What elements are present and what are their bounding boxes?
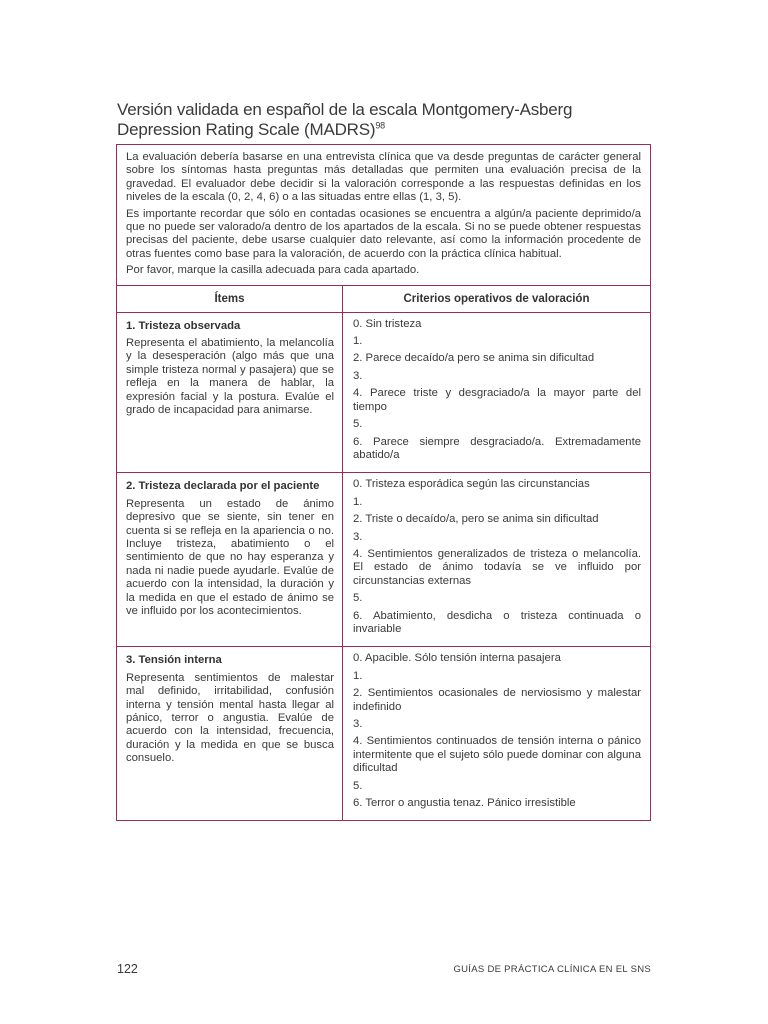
criteria-cell — [343, 647, 651, 821]
header-items: Ítems — [117, 286, 343, 313]
criterion-1[interactable]: 1. — [353, 669, 363, 682]
criteria-cell — [343, 473, 651, 647]
item-description: Representa sentimientos de malestar mal definido, irritabilidad, confusión interna y tensión mental hasta llegar al pánico, terror o angustia. Evalúe de acuerdo con la intensidad, frecuencia, duración y la medida en que se busca consuelo. — [126, 671, 334, 765]
item-title: 3. Tensión interna — [126, 654, 222, 667]
running-footer: GUÍAS DE PRÁCTICA CLÍNICA EN EL SNS — [453, 964, 651, 975]
criterion-5[interactable]: 5. — [353, 418, 363, 431]
madrs-scale-frame — [116, 144, 651, 821]
item-title: 1. Tristeza observada — [126, 319, 241, 332]
criterion-4[interactable]: 4. Sentimientos generalizados de tristeza o melancolía. El estado de ánimo todavía se ve influido por circunstancias externas — [353, 547, 641, 587]
item-cell — [117, 647, 343, 821]
criterion-0[interactable]: 0. Tristeza esporádica según las circunstancias — [353, 478, 590, 491]
criterion-4[interactable]: 4. Parece triste y desgraciado/a la mayor parte del tiempo — [353, 387, 641, 413]
criterion-3[interactable]: 3. — [353, 369, 363, 382]
instructions-paragraph-3: Por favor, marque la casilla adecuada para cada apartado. — [126, 264, 420, 277]
criterion-3[interactable]: 3. — [353, 718, 363, 730]
criterion-1[interactable]: 1. — [353, 495, 363, 508]
item-cell — [117, 312, 343, 473]
criterion-6[interactable]: 6. Parece siempre desgraciado/a. Extremadamente abatido/a — [353, 435, 641, 461]
document-title-text: Versión validada en español de la escala Montgomery-Asberg Depression Rating Scale (MADRS) — [117, 100, 573, 139]
page-number: 122 — [117, 962, 138, 976]
criterion-2[interactable]: 2. Triste o decaído/a, pero se anima sin dificultad — [353, 513, 599, 526]
criterion-6[interactable]: 6. Terror o angustia tenaz. Pánico irresistible — [353, 797, 576, 810]
item-title: 2. Tristeza declarada por el paciente — [126, 480, 320, 493]
table-row — [117, 473, 650, 647]
criterion-2[interactable]: 2. Sentimientos ocasionales de nerviosismo y malestar indefinido — [353, 687, 641, 713]
instructions-paragraph-1: La evaluación debería basarse en una entrevista clínica que va desde preguntas de carácter general sobre los síntomas hasta preguntas más detalladas que permiten una evaluación precisa de la gravedad. El evaluador debe decidir si la valoración corresponde a las respuestas definidas en los niveles de la escala (0, 2, 4, 6) o a las situadas entre ellas (1, 3, 5). — [126, 151, 641, 204]
criterion-5[interactable]: 5. — [353, 592, 363, 605]
reference-superscript: 98 — [375, 120, 385, 131]
criterion-2[interactable]: 2. Parece decaído/a pero se anima sin dificultad — [353, 352, 595, 365]
criterion-5[interactable]: 5. — [353, 779, 363, 792]
criteria-cell — [343, 312, 651, 473]
criterion-0[interactable]: 0. Apacible. Sólo tensión interna pasajera — [353, 652, 561, 665]
document-title — [117, 100, 657, 140]
instructions-box — [117, 145, 650, 286]
criterion-4[interactable]: 4. Sentimientos continuados de tensión interna o pánico intermitente que el sujeto sólo puede dominar con alguna dificultad — [353, 735, 641, 775]
instructions-paragraph-2: Es importante recordar que sólo en contadas ocasiones se encuentra a algún/a paciente deprimido/a que no puede ser valorado/a dentro de los apartados de la escala. Si no se puede obtener respuestas precisas del paciente, debe usarse cualquier dato relevante, así como la información procedente de otras fuentes como base para la valoración, de acuerdo con la práctica clínica habitual. — [126, 207, 641, 260]
criterion-0[interactable]: 0. Sin tristeza — [353, 317, 422, 330]
item-cell — [117, 473, 343, 647]
criterion-3[interactable]: 3. — [353, 530, 363, 543]
item-description: Representa el abatimiento, la melancolía y la desesperación (algo más que una simple tristeza normal y pasajera) que se refleja en la manera de hablar, la expresión facial y la postura. Evalúe el grado de incapacidad para animarse. — [126, 337, 334, 417]
table-row — [117, 312, 650, 473]
table-header-row — [117, 286, 650, 313]
item-description: Representa un estado de ánimo depresivo que se siente, sin tener en cuenta si se refleja en la apariencia o no. Incluye tristeza, abatimiento o el sentimiento de que no hay esperanza y nada ni nadie puede ayudarle. Evalúe de acuerdo con la intensidad, la duración y la medida en que el estado de ánimo se ve influido por los acontecimientos. — [126, 497, 334, 617]
criterion-6[interactable]: 6. Abatimiento, desdicha o tristeza continuada o invariable — [353, 609, 641, 635]
table-row — [117, 647, 650, 821]
criterion-1[interactable]: 1. — [353, 335, 363, 348]
header-criteria: Criterios operativos de valoración — [343, 286, 651, 313]
madrs-items-table — [117, 286, 650, 821]
